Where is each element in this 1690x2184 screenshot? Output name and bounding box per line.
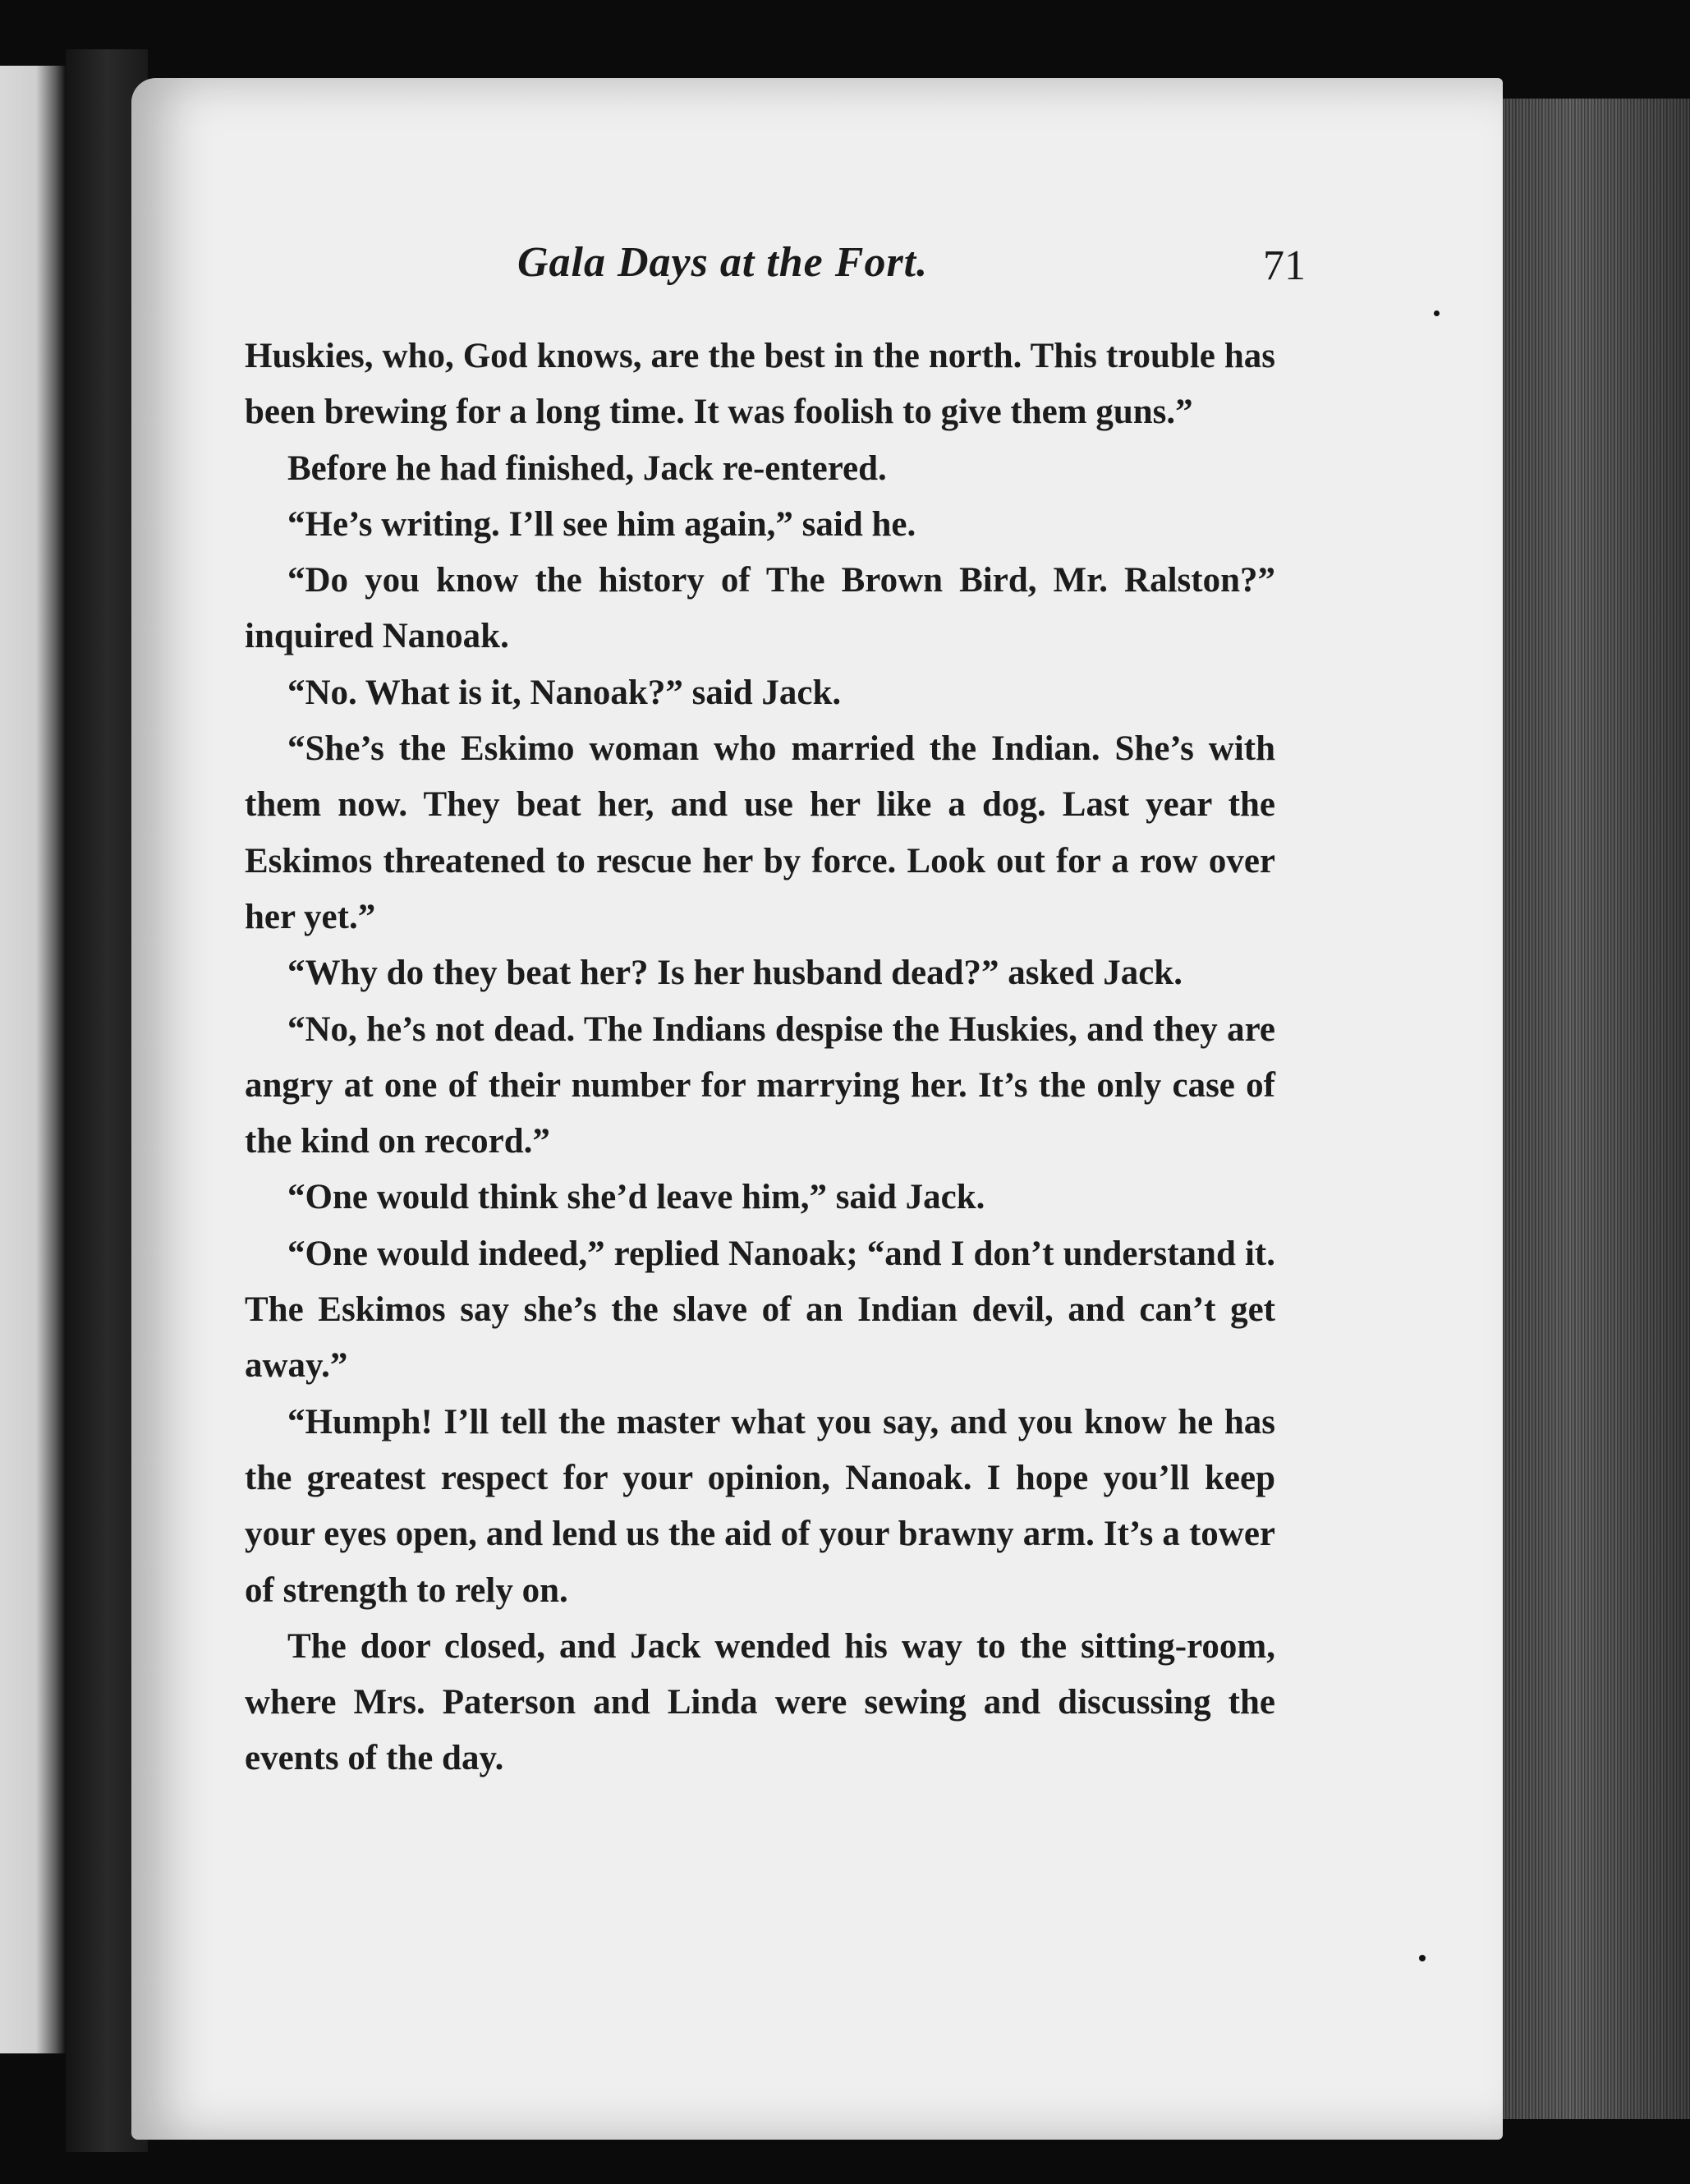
fore-edge-shadow <box>1495 99 1690 2119</box>
page-number: 71 <box>1263 242 1306 289</box>
scan-speck <box>1419 1955 1426 1961</box>
left-page-edge <box>0 66 66 2053</box>
paragraph: “Humph! I’ll tell the master what you say, and you know he has the greatest respect for your opinion, Nanoak. I hope you’ll keep your eyes open, and lend us the aid of your brawny arm. It’s a tower of strength to rely on. <box>245 1402 1275 1610</box>
running-head <box>246 238 1306 312</box>
paragraph: “One would indeed,” replied Nanoak; “and I don’t understand it. The Eskimos say she’s the slave of an Indian devil, and can’t get away.” <box>245 1234 1275 1386</box>
paragraph: The door closed, and Jack wended his way to the sitting-room, where Mrs. Paterson and Linda were sewing and discussing the events of the day. <box>245 1626 1275 1778</box>
paragraph: “Why do they beat her? Is her husband dead?” asked Jack. <box>287 954 1183 993</box>
paragraph: “He’s writing. I’ll see him again,” said he. <box>287 504 916 544</box>
body-text <box>245 329 1275 1787</box>
paragraph: “Do you know the history of The Brown Bird, Mr. Ralston?” inquired Nanoak. <box>245 561 1275 656</box>
scan-speck <box>1434 310 1440 316</box>
paragraph: Before he had finished, Jack re-entered. <box>287 448 887 488</box>
paragraph: “She’s the Eskimo woman who married the Indian. She’s with them now. They beat her, and use her like a dog. Last year the Eskimos threatened to rescue her by force. Look out for a row over her yet.” <box>245 729 1275 936</box>
running-title: Gala Days at the Fort. <box>517 239 929 286</box>
paragraph: “No. What is it, Nanoak?” said Jack. <box>287 673 842 712</box>
paragraph: Huskies, who, God knows, are the best in the north. This trouble has been brewing for a long time. It was foolish to give them guns.” <box>245 337 1275 432</box>
paragraph: “One would think she’d leave him,” said Jack. <box>287 1178 985 1217</box>
paragraph: “No, he’s not dead. The Indians despise the Huskies, and they are angry at one of their number for marrying her. It’s the only case of the kind on record.” <box>245 1009 1275 1161</box>
